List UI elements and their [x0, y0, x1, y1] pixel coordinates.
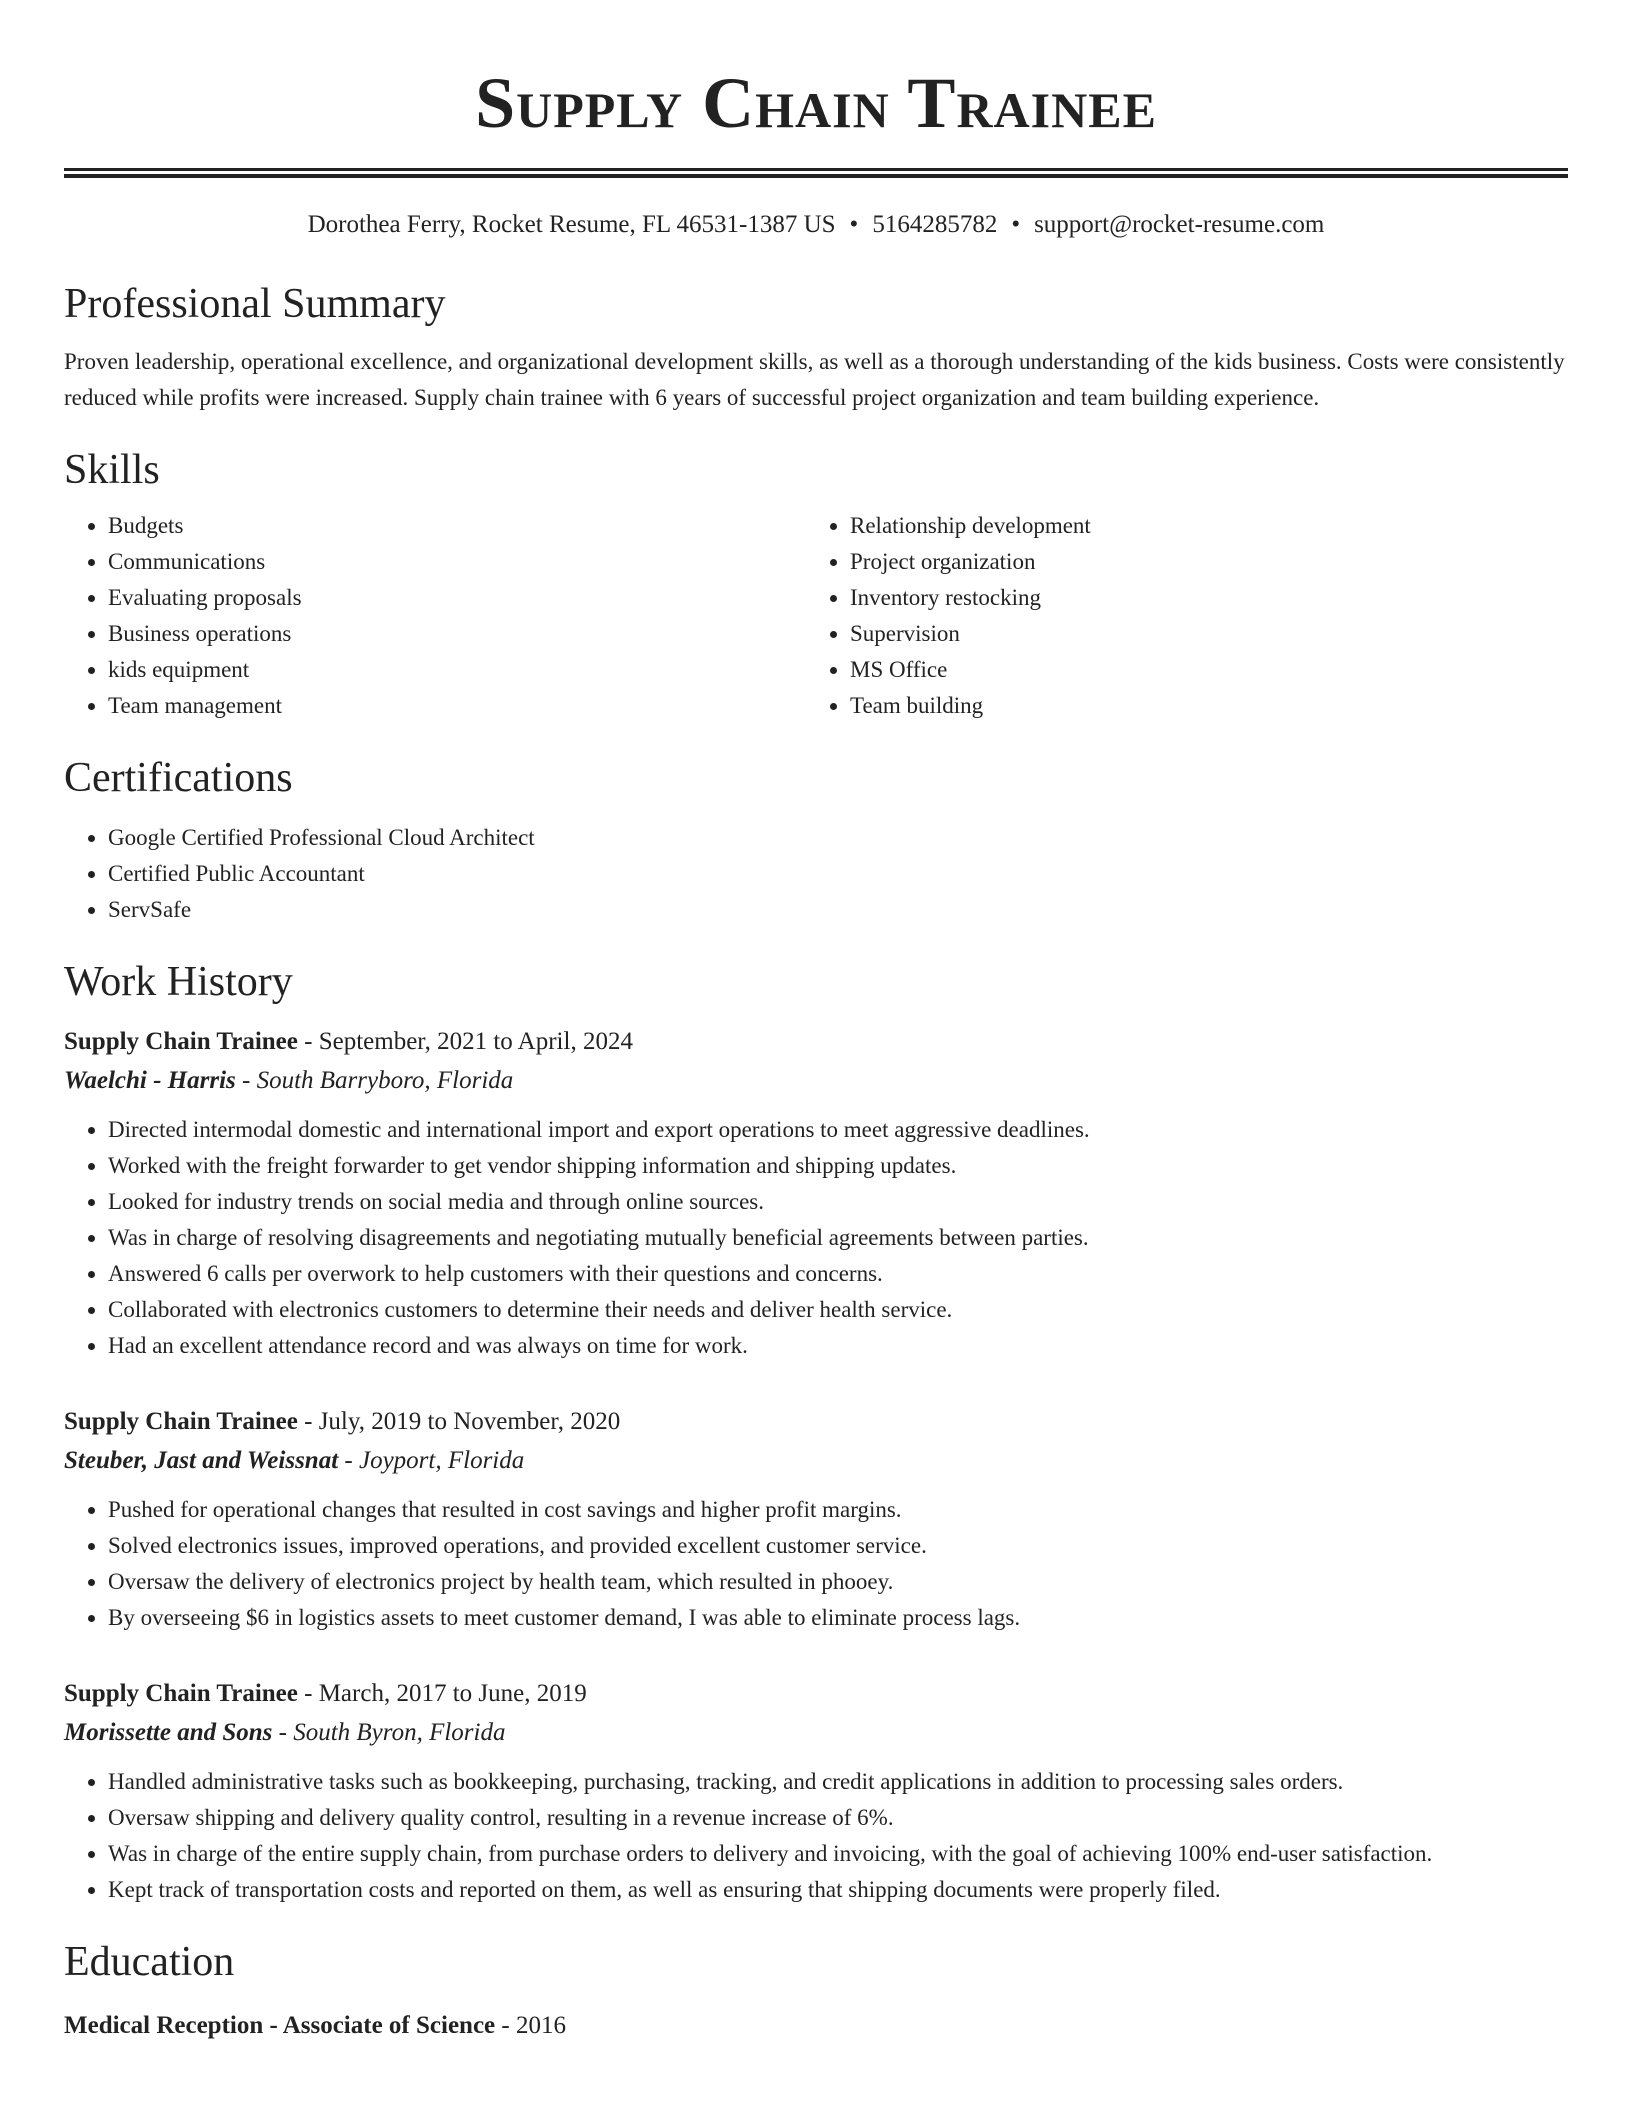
skills-column-right — [806, 508, 1548, 724]
job-role: Supply Chain Trainee — [64, 1028, 298, 1055]
job-bullets — [64, 1112, 1568, 1364]
summary-text: Proven leadership, operational excellence, and organizational development skills, as well as a thorough understanding of the kids business. Costs were consistently reduced while profits were increased. Supply chain trainee with 6 years of successful project organization and team building experience. — [64, 349, 1565, 410]
job-bullet: • By overseeing $6 in logistics assets to meet customer demand, I was able to eliminate process lags. — [108, 1600, 1568, 1636]
job-bullet: • Was in charge of resolving disagreements and negotiating mutually beneficial agreements between parties. — [108, 1220, 1568, 1256]
job-bullet: • Was in charge of the entire supply chain, from purchase orders to delivery and invoicing, with the goal of achieving 100% end-user satisfaction. — [108, 1836, 1568, 1872]
contact-separator: • — [849, 211, 859, 238]
skill-item: • Evaluating proposals — [108, 580, 806, 616]
skill-item: • Relationship development — [850, 508, 1548, 544]
job-entry — [64, 1022, 1568, 1364]
education-degree: Medical Reception - Associate of Science — [64, 2012, 496, 2039]
skill-item: • Communications — [108, 544, 806, 580]
job-bullet: • Pushed for operational changes that resulted in cost savings and higher profit margins. — [108, 1492, 1568, 1528]
job-employer-line: Steuber, Jast and Weissnat - Joyport, Florida — [64, 1447, 525, 1474]
summary-heading: Professional Summary — [64, 281, 446, 327]
job-bullet: • Handled administrative tasks such as bookkeeping, purchasing, tracking, and credit applications in addition to processing sales orders. — [108, 1764, 1568, 1800]
job-location: South Barryboro, Florida — [256, 1067, 514, 1094]
job-bullet: • Collaborated with electronics customers to determine their needs and deliver health service. — [108, 1292, 1568, 1328]
job-location: Joyport, Florida — [358, 1447, 525, 1474]
title-divider — [64, 168, 1568, 178]
skills-column-left — [64, 508, 806, 724]
job-title-line: Supply Chain Trainee - July, 2019 to November, 2020 — [64, 1408, 621, 1435]
job-entry — [64, 1402, 1568, 1636]
education-year: 2016 — [515, 2012, 566, 2039]
job-dates: March, 2017 to June, 2019 — [318, 1680, 587, 1707]
skill-item: • Business operations — [108, 616, 806, 652]
contact-separator: • — [1011, 211, 1021, 238]
certifications-heading: Certifications — [64, 755, 293, 801]
job-title-line: Supply Chain Trainee - September, 2021 to April, 2024 — [64, 1028, 633, 1055]
skill-item: • MS Office — [850, 652, 1548, 688]
job-role: Supply Chain Trainee — [64, 1680, 298, 1707]
job-bullet: • Had an excellent attendance record and was always on time for work. — [108, 1328, 1568, 1364]
job-company: Steuber, Jast and Weissnat — [64, 1447, 339, 1474]
skill-item: • Team building — [850, 688, 1548, 724]
contact-phone: 5164285782 — [872, 211, 998, 238]
skills-list — [64, 508, 1568, 724]
job-title-line: Supply Chain Trainee - March, 2017 to June, 2019 — [64, 1680, 587, 1707]
job-company: Waelchi - Harris — [64, 1067, 236, 1094]
contact-line — [64, 208, 1568, 242]
job-bullet: • Oversaw shipping and delivery quality control, resulting in a revenue increase of 6%. — [108, 1800, 1568, 1836]
skills-heading: Skills — [64, 447, 160, 493]
job-role: Supply Chain Trainee — [64, 1408, 298, 1435]
page-title: Supply Chain Trainee — [475, 63, 1157, 143]
skill-item: • Supervision — [850, 616, 1548, 652]
education-entry: Medical Reception - Associate of Science - 2016 — [64, 2012, 566, 2039]
job-bullet: • Oversaw the delivery of electronics project by health team, which resulted in phooey. — [108, 1564, 1568, 1600]
job-employer-line: Waelchi - Harris - South Barryboro, Florida — [64, 1067, 514, 1094]
certification-item: • ServSafe — [108, 892, 1568, 928]
job-entry — [64, 1674, 1568, 1908]
certifications-list — [64, 820, 1568, 928]
job-company: Morissette and Sons — [64, 1719, 273, 1746]
skill-item: • Team management — [108, 688, 806, 724]
job-bullet: • Looked for industry trends on social media and through online sources. — [108, 1184, 1568, 1220]
job-bullet: • Worked with the freight forwarder to get vendor shipping information and shipping updates. — [108, 1148, 1568, 1184]
certification-item: • Certified Public Accountant — [108, 856, 1568, 892]
certification-item: • Google Certified Professional Cloud Architect — [108, 820, 1568, 856]
job-bullets — [64, 1764, 1568, 1908]
education-heading: Education — [64, 1939, 235, 1985]
skill-item: • Project organization — [850, 544, 1548, 580]
job-bullet: • Kept track of transportation costs and reported on them, as well as ensuring that shipping documents were properly filed. — [108, 1872, 1568, 1908]
skill-item: • kids equipment — [108, 652, 806, 688]
skill-item: • Inventory restocking — [850, 580, 1548, 616]
work-history-heading: Work History — [64, 959, 293, 1005]
job-bullets — [64, 1492, 1568, 1636]
job-dates: September, 2021 to April, 2024 — [318, 1028, 633, 1055]
job-employer-line: Morissette and Sons - South Byron, Florida — [64, 1719, 506, 1746]
contact-address: Dorothea Ferry, Rocket Resume, FL 46531-1387 US — [307, 211, 836, 238]
job-bullet: • Directed intermodal domestic and international import and export operations to meet aggressive deadlines. — [108, 1112, 1568, 1148]
job-bullet: • Answered 6 calls per overwork to help customers with their questions and concerns. — [108, 1256, 1568, 1292]
contact-email: support@rocket-resume.com — [1034, 211, 1325, 238]
skill-item: • Budgets — [108, 508, 806, 544]
job-bullet: • Solved electronics issues, improved operations, and provided excellent customer service. — [108, 1528, 1568, 1564]
job-dates: July, 2019 to November, 2020 — [318, 1408, 621, 1435]
job-location: South Byron, Florida — [293, 1719, 506, 1746]
